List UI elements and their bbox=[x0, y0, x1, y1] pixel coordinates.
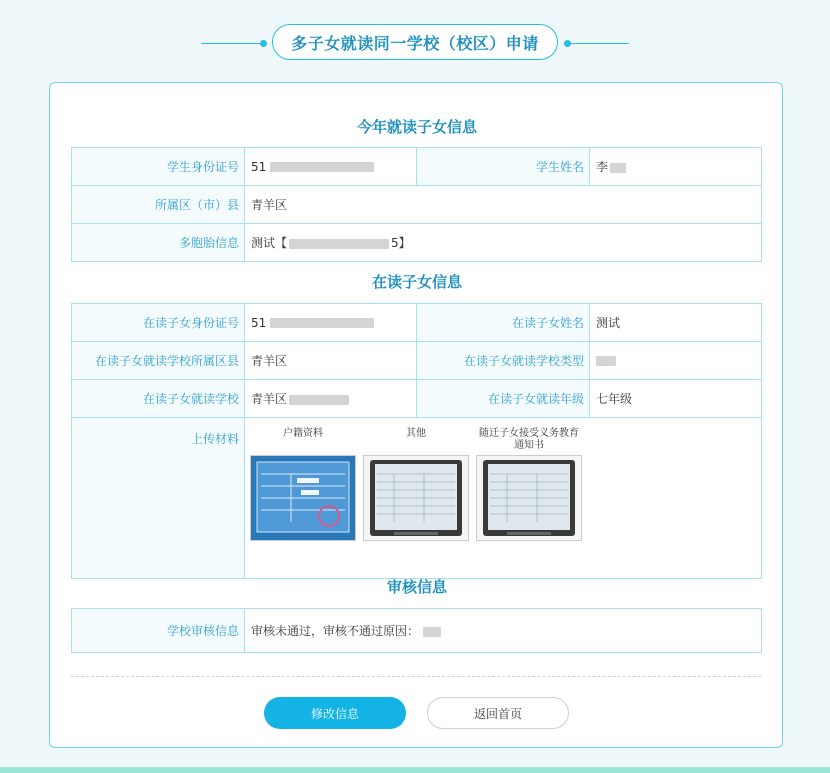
table-row bbox=[72, 304, 762, 342]
current-child-section-title: 今年就读子女信息 bbox=[356, 118, 477, 136]
grade-label: 在读子女就读年级 bbox=[417, 380, 590, 418]
review-label: 学校审核信息 bbox=[72, 609, 245, 653]
current-child-table bbox=[71, 147, 762, 262]
table-row bbox=[72, 342, 762, 380]
material-caption: 其他 bbox=[406, 428, 426, 439]
school-district-label: 在读子女就读学校所属区县 bbox=[72, 342, 245, 380]
bottom-strip bbox=[0, 767, 830, 773]
table-row bbox=[72, 609, 762, 653]
school-type-label: 在读子女就读学校类型 bbox=[417, 342, 590, 380]
redacted-mask bbox=[289, 239, 389, 249]
review-value: 审核未通过，审核不通过原因： bbox=[245, 609, 762, 653]
enrolled-name-value: 测试 bbox=[590, 304, 762, 342]
materials-label: 上传材料 bbox=[72, 418, 245, 579]
district-value: 青羊区 bbox=[245, 186, 762, 224]
school-value: 青羊区 bbox=[245, 380, 417, 418]
material-caption: 户籍资料 bbox=[283, 428, 323, 439]
materials-gallery bbox=[250, 428, 761, 578]
redacted-mask bbox=[423, 627, 441, 637]
enrolled-child-section-title: 在读子女信息 bbox=[371, 273, 462, 291]
student-name-value: 李 bbox=[590, 148, 762, 186]
twins-label: 多胞胎信息 bbox=[72, 224, 245, 262]
page-title: 多子女就读同一学校（校区）申请 bbox=[272, 24, 558, 60]
enrolled-name-label: 在读子女姓名 bbox=[417, 304, 590, 342]
table-row bbox=[72, 418, 762, 579]
enrolled-id-value: 51 bbox=[245, 304, 417, 342]
table-row bbox=[72, 148, 762, 186]
material-item[interactable] bbox=[250, 428, 356, 454]
household-register-image[interactable] bbox=[250, 455, 356, 541]
document-book-image[interactable] bbox=[476, 455, 582, 541]
redacted-mask bbox=[596, 356, 616, 366]
student-name-label: 学生姓名 bbox=[417, 148, 590, 186]
header-right-line bbox=[569, 43, 629, 44]
twins-value: 测试【 5】 bbox=[245, 224, 762, 262]
district-label: 所属区（市）县 bbox=[72, 186, 245, 224]
material-item[interactable] bbox=[363, 428, 469, 454]
student-id-label: 学生身份证号 bbox=[72, 148, 245, 186]
review-section-title: 审核信息 bbox=[386, 578, 447, 596]
header-left-line bbox=[201, 43, 261, 44]
enrolled-id-label: 在读子女身份证号 bbox=[72, 304, 245, 342]
redacted-mask bbox=[270, 162, 374, 172]
grade-value: 七年级 bbox=[590, 380, 762, 418]
school-district-value: 青羊区 bbox=[245, 342, 417, 380]
material-caption: 随迁子女接受义务教育通知书 bbox=[479, 428, 579, 451]
divider bbox=[71, 676, 761, 677]
modify-info-button[interactable]: 修改信息 bbox=[264, 697, 406, 729]
materials-cell bbox=[245, 418, 762, 579]
document-book-image[interactable] bbox=[363, 455, 469, 541]
table-row bbox=[72, 224, 762, 262]
table-row bbox=[72, 380, 762, 418]
return-home-button[interactable]: 返回首页 bbox=[427, 697, 569, 729]
redacted-mask bbox=[610, 163, 626, 173]
enrolled-child-table bbox=[71, 303, 762, 579]
material-item[interactable] bbox=[476, 428, 582, 454]
student-id-value: 51 bbox=[245, 148, 417, 186]
review-table bbox=[71, 608, 762, 653]
table-row bbox=[72, 186, 762, 224]
school-type-value bbox=[590, 342, 762, 380]
application-card bbox=[49, 82, 783, 748]
redacted-mask bbox=[289, 395, 349, 405]
page-header bbox=[0, 24, 830, 62]
header-left-dot bbox=[260, 40, 267, 47]
redacted-mask bbox=[270, 318, 374, 328]
school-label: 在读子女就读学校 bbox=[72, 380, 245, 418]
